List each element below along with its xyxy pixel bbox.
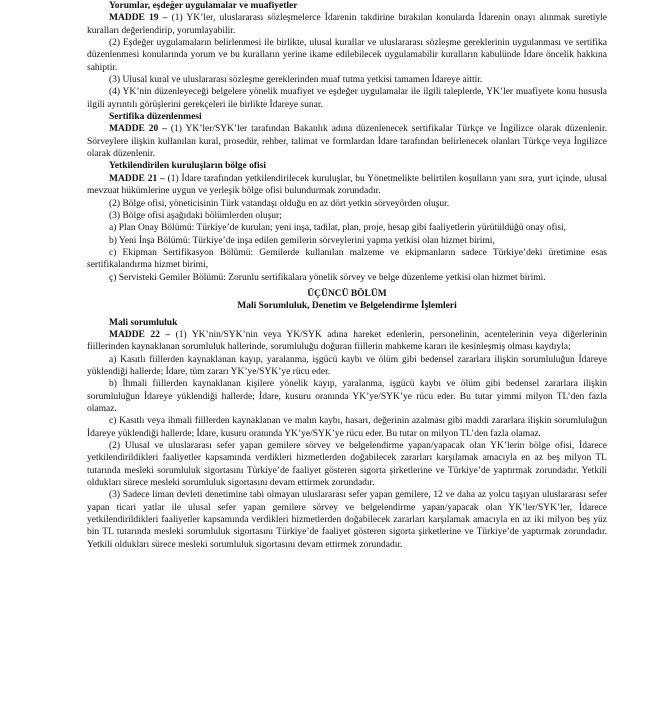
madde-20-p1 (87, 123, 607, 160)
madde-21-item-a: a) Plan Onay Bölümü: Türkiye’de kurulan; yeni inşa, tadilat, plan, proje, hesap gibi faaliyetlerin yürütüldüğü onay ofisi, (109, 223, 567, 234)
madde-21-p2: (2) Bölge ofisi, yöneticisinin Türk vatandaşı olduğu en az dört yetkin sörveyörden oluşur. (109, 198, 450, 209)
madde-19-label: MADDE 19 – (109, 13, 168, 24)
madde-21-item-cc: ç) Servisteki Gemiler Bölümü: Zorunlu sertifikalara yönelik sörvey ve belge düzenleme yetkisi olan hizmet birimi. (109, 272, 546, 283)
madde-19-p3: (3) Ulusal kural ve uluslararası sözleşme gereklerinden muaf tutma yetkisi tamamen İdareye aittir. (109, 75, 483, 86)
madde-22-item-c: c) Kasıtlı veya ihmali fiillerden kaynaklanan ve malın kaybı, hasarı, değerinin azalması gibi maddi zararlara ilişkin sorumluluğun İdareye yüklendiği hallerde; İdare, kusuru oranında YK’ye/SYK’ye rücu eder. Bu tutar on milyon TL’den fazla olamaz. (87, 416, 607, 439)
chapter-number: ÜÇÜNCÜ BÖLÜM (307, 288, 387, 299)
madde-21-p1-text: (1) İdare tarafından yetkilendirilecek kuruluşlar, bu Yönetmelikte belirtilen koşulların yanı sıra, yurt içinde, ulusal mevzuat hükümlerine uygun ve yerleşik bölge ofisi bulundurmak zorundadır. (87, 173, 607, 197)
madde-19-p2: (2) Eşdeğer uygulamaların belirlenmesi ile birlikte, ulusal kurallar ve uluslararası sözleşme gereklerinin uygulanması ve sertifika düzenlenmesi konularında yorum ve bu kuralların yerine ikame edilebilecek uygulamabilir kuralların kabulünde İdare öncelik hakkına sahiptir. (87, 38, 607, 73)
chapter-title: Mali Sorumluluk, Denetim ve Belgelendirme İşlemleri (237, 301, 457, 312)
madde-22-p1-text: (1) YK’nin/SYK’nin veya YK/SYK adına hareket edenlerin, personelinin, acentelerinin veya diğerlerinin fiillerinden kaynaklanan sorumluluk hallerinde, sorumluluğu doğuran fiillerin mahkeme kararı ile kesinleşmiş olması kaydıyla; (87, 329, 608, 353)
madde-19-p1-text: (1) YK’ler, uluslararası sözleşmelerce İdarenin takdirine bırakılan konularda İdarenin onayı alınmak suretiyle kuralları değerlendirip, yorumlayabilir. (87, 13, 607, 36)
madde-21-item-c: c) Ekipman Sertifikasyon Bölümü: Gemilerde kullanılan malzeme ve ekipmanların sadece Türkiye’deki üretimine esas sertifikalandırma hizmet birimi, (87, 247, 607, 271)
section-heading-mali-sorumluluk: Mali sorumluluk (109, 317, 178, 328)
section-heading-bolge-ofisi: Yetkilendirilen kuruluşların bölge ofisi (109, 161, 267, 172)
madde-22-label: MADDE 22 – (109, 329, 171, 340)
madde-20-label: MADDE 20 – (109, 124, 167, 135)
madde-19-p4: (4) YK’nin düzenleyeceği belgelere yönelik muafiyet ve eşdeğer uygulamalar ile ilgili taleplerde, YK’ler muafiyete konu hususla ilgili ayrıntılı görüşlerini gerekçeleri ile birlikte İdareye sunar. (87, 87, 607, 110)
madde-22-item-a: a) Kasıtlı fiillerden kaynaklanan kayıp, yaralanma, işgücü kaybı ve ölüm gibi bedensel zararlara ilişkin sorumluluğun İdareye yüklendiği hallerde; İdare, tüm zararı YK’ye/SYK’ye rücu eder. (87, 354, 607, 377)
madde-21-p1 (87, 173, 607, 198)
madde-22-p3: (3) Sadece liman devleti denetimine tabi olmayan uluslararası sefer yapan gemilere, 12 ve daha az yolcu taşıyan uluslararası sefer yapan ticari yatlar ile ulusal sefer yapan gemilere sörvey ve belgelendirme yapan/yapacak olan YK’ler/SYK’ler, İdarece yetkilendirildikleri faaliyetler kapsamında verdikleri hizmetlerden doğabilecek zararları karşılamak amacıyla en az iki milyon beş yüz bin TL tutarında mesleki sorumluluk sigortasını Türkiye’de faaliyet gösteren sigorta şirketlerine ve Türkiye’de yaptırmak zorundadır. Yetkili oldukları sürece mesleki sorumluluk sigortasını devam ettirmek zorundadır. (87, 490, 607, 550)
section-heading-yorumlar: Yorumlar, eşdeğer uygulamalar ve muafiyetler (109, 1, 298, 11)
section-heading-sertifika: Sertifika düzenlenmesi (109, 112, 202, 123)
madde-20-p1-text: (1) YK’ler/SYK’ler tarafından Bakanlık adına düzenlenecek sertifikalar Türkçe ve İngilizce olarak düzenlenir. Sörveylere ilişkin kullanılan kural, prosedür, rehber, talimat ve formlardan İdare tarafından belirlenecek olanları Türkçe veya İngilizce olarak düzenlenir. (87, 124, 607, 160)
madde-22-p1 (87, 329, 607, 354)
madde-22-item-b: b) İhmali fiillerden kaynaklanan kişilere yönelik kayıp, yaralanma, işgücü kaybı ve ölüm gibi bedensel zararlara ilişkin sorumluluğun İdareye yüklendiği hallerde; İdare, kusuru oranında YK’ye/SYK’ye rücu eder. Bu tutar yimmi milyon TL’den fazla olamaz. (87, 379, 607, 414)
madde-22-p2: (2) Ulusal ve uluslararası sefer yapan gemilere sörvey ve belgelendirme yapan/yapacak olan YK’lerin bölge ofisi, İdarece yetkilendirildikleri faaliyetler kapsamında verdikleri hizmetlerden doğabilecek zararları karşılamak amacıyla en az beş milyon TL tutarında mesleki sorumluluk sigortasını Türkiye’de faaliyet gösteren sigorta şirketlerine ve Türkiye’de yaptırmak zorundadır. Yetkili oldukları sürece mesleki sorumluluk sigortasını devam ettirmek zorundadır. (87, 441, 607, 489)
madde-21-item-b: b) Yeni İnşa Bölümü: Türkiye’de inşa edilen gemilerin sörveylerini yapma yetkisi olan hizmet birimi, (109, 235, 495, 246)
madde-21-p3: (3) Bölge ofisi aşağıdaki bölümlerden oluşur; (109, 210, 282, 221)
madde-19-p1 (87, 12, 607, 37)
madde-21-label: MADDE 21 – (109, 173, 165, 184)
